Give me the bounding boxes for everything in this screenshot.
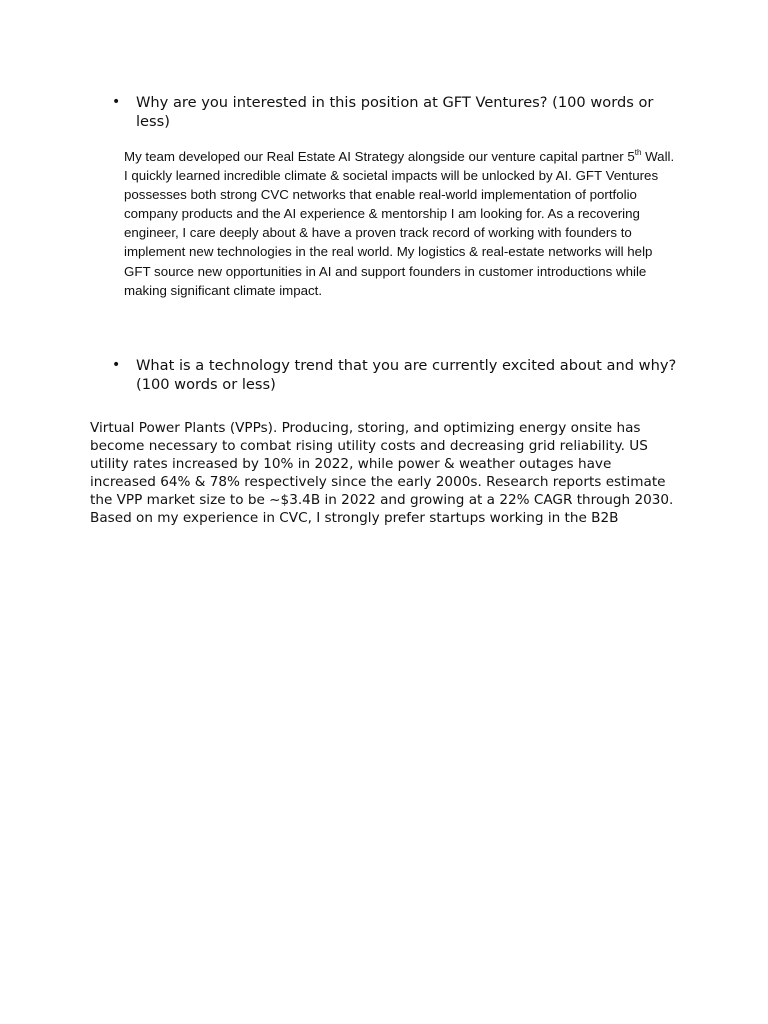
answer-1 [124,147,676,300]
bullet-icon: • [112,94,121,110]
answer-2: Virtual Power Plants (VPPs). Producing, storing, and optimizing energy onsite has become necessary to combat rising utility costs and decreasing grid reliability. US utility rates increased by 10% in 2022, while power & weather outages have increased 64% & 78% respectively since the early 2000s. Research reports estimate the VPP market size to be ~$3.4B in 2022 and growing at a 22% CAGR through 2030. Based on my experience in CVC, I strongly prefer startups working in the B2B [90,420,674,526]
question-2-text: What is a technology trend that you are currently excited about and why? (100 words or less) [136,357,677,393]
question-1-text: Why are you interested in this position at GFT Ventures? (100 words or less) [136,94,654,130]
bullet-icon: • [112,357,121,373]
answer-1-part-2: Wall. I quickly learned incredible climate & societal impacts will be unlocked by AI. GFT Ventures possesses both strong CVC networks that enable real-world implementation of portfolio company products and the AI experience & mentorship I am looking for. As a recovering engineer, I care deeply about & have a proven track record of working with founders to implement new technologies in the real world. My logistics & real-estate networks will help GFT source new opportunities in AI and support founders in customer introductions while making significant climate impact. [124,149,675,298]
answer-1-superscript: th [634,147,642,157]
answer-1-part-1: My team developed our Real Estate AI Strategy alongside our venture capital partner 5 [124,149,635,164]
